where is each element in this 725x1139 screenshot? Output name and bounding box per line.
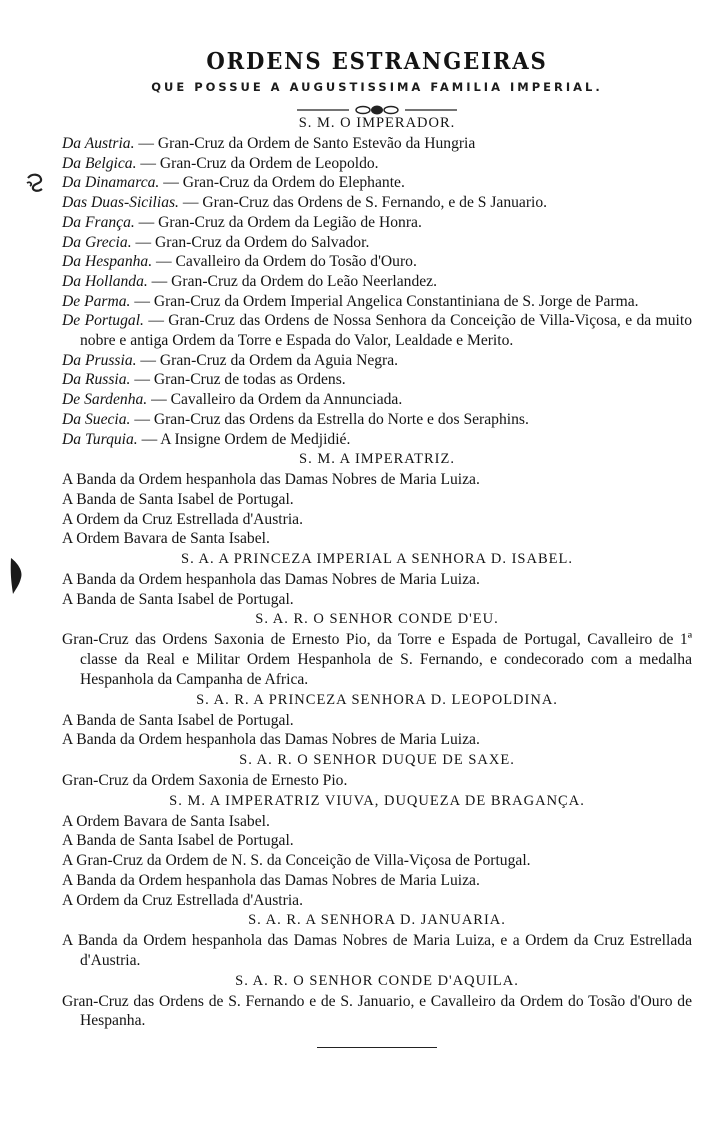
list-item: Da Belgica. — Gran-Cruz da Ordem de Leopoldo.: [62, 154, 379, 172]
list-item: Da Hollanda. — Gran-Cruz da Ordem do Leão Neerlandez.: [62, 272, 438, 290]
list-item: Da Austria. — Gran-Cruz da Ordem de Santo Estevão da Hungria: [62, 135, 476, 152]
list-item: Das Duas-Sicilias. — Gran-Cruz das Ordens de S. Fernando, e de S Januario.: [62, 194, 548, 212]
list-item: A Ordem da Cruz Estrellada d'Austria.: [62, 891, 303, 909]
list-item: Da Hespanha. — Cavalleiro da Ordem do Tosão d'Ouro.: [62, 253, 417, 271]
ink-flourish-icon: [24, 172, 46, 198]
ornament-divider-icon: [62, 100, 692, 110]
list-item: De Portugal. — Gran-Cruz das Ordens de Nossa Senhora da Conceição de Villa-Viçosa, e da muito nobre e antiga Ordem da Torre e Espada do Valor, Lealdade e Merito.: [62, 312, 692, 350]
list-item: A Banda de Santa Isabel de Portugal.: [62, 490, 294, 508]
list-item: De Parma. — Gran-Cruz da Ordem Imperial Angelica Constantiniana de S. Jorge de Parma.: [62, 292, 639, 310]
list-item: A Ordem Bavara de Santa Isabel.: [62, 530, 270, 548]
heading-princess-leopoldina: S. A. R. A PRINCEZA SENHORA D. LEOPOLDINA.: [196, 691, 558, 708]
list-item: A Gran-Cruz da Ordem de N. S. da Conceição de Villa-Viçosa de Portugal.: [62, 852, 531, 870]
list-item: A Banda de Santa Isabel de Portugal.: [62, 832, 294, 850]
list-item: A Banda de Santa Isabel de Portugal.: [62, 711, 294, 729]
heading-januaria: S. A. R. A SENHORA D. JANUARIA.: [248, 912, 506, 929]
content-column: [62, 48, 692, 1048]
list-item: Da Turquia. — A Insigne Ordem de Medjidié.: [62, 430, 351, 448]
list-item: A Ordem da Cruz Estrellada d'Austria.: [62, 510, 303, 528]
heading-duque-saxe: S. A. R. O SENHOR DUQUE DE SAXE.: [239, 751, 515, 768]
emperor-orders-list: [62, 134, 692, 449]
heading-conde-deu: S. A. R. O SENHOR CONDE D'EU.: [255, 611, 499, 628]
list-item: A Banda da Ordem hespanhola das Damas Nobres de Maria Luiza.: [62, 471, 480, 489]
page-subtitle: QUE POSSUE A AUGUSTISSIMA FAMILIA IMPERIAL.: [151, 80, 603, 94]
page-title: ORDENS ESTRANGEIRAS: [206, 48, 548, 75]
closing-rule: [317, 1047, 437, 1048]
paragraph: Gran-Cruz das Ordens Saxonia de Ernesto Pio, da Torre e Espada de Portugal, Cavalleiro de 1ª classe da Real e Militar Ordem Hespanhola de S. Fernando, e condecorado com a medalha Hespanhola da Campanha de Africa.: [62, 631, 692, 688]
margin-ink-blot-icon: [9, 556, 25, 600]
heading-princess-isabel: S. A. A PRINCEZA IMPERIAL A SENHORA D. ISABEL.: [181, 551, 573, 568]
list-item: Da Suecia. — Gran-Cruz das Ordens da Estrella do Norte e dos Seraphins.: [62, 410, 529, 428]
paragraph: Gran-Cruz das Ordens de S. Fernando e de S. Januario, e Cavalleiro da Ordem do Tosão d'Ouro de Hespanha.: [62, 992, 692, 1030]
heading-dowager-empress: S. M. A IMPERATRIZ VIUVA, DUQUEZA DE BRAGANÇA.: [169, 792, 585, 809]
heading-empress: S. M. A IMPERATRIZ.: [299, 451, 455, 468]
list-item: Da Dinamarca. — Gran-Cruz da Ordem do Elephante.: [62, 174, 405, 192]
list-item: Da Prussia. — Gran-Cruz da Ordem da Aguia Negra.: [62, 351, 399, 369]
list-item: A Banda de Santa Isabel de Portugal.: [62, 590, 294, 608]
list-item: A Banda da Ordem hespanhola das Damas Nobres de Maria Luiza.: [62, 571, 480, 589]
list-item: Da Russia. — Gran-Cruz de todas as Ordens.: [62, 371, 346, 389]
paragraph: A Banda da Ordem hespanhola das Damas Nobres de Maria Luiza, e a Ordem da Cruz Estrellada d'Austria.: [62, 932, 692, 969]
list-item: Da Grecia. — Gran-Cruz da Ordem do Salvador.: [62, 233, 370, 251]
list-item: Gran-Cruz da Ordem Saxonia de Ernesto Pio.: [62, 771, 348, 789]
heading-conde-aquila: S. A. R. O SENHOR CONDE D'AQUILA.: [235, 972, 519, 989]
list-item: Da França. — Gran-Cruz da Ordem da Legião de Honra.: [62, 213, 422, 231]
list-item: De Sardenha. — Cavalleiro da Ordem da Annunciada.: [62, 391, 403, 409]
heading-emperor: S. M. O IMPERADOR.: [298, 115, 456, 131]
list-item: A Banda da Ordem hespanhola das Damas Nobres de Maria Luiza.: [62, 871, 480, 889]
list-item: A Ordem Bavara de Santa Isabel.: [62, 812, 270, 830]
list-item: A Banda da Ordem hespanhola das Damas Nobres de Maria Luiza.: [62, 731, 480, 749]
